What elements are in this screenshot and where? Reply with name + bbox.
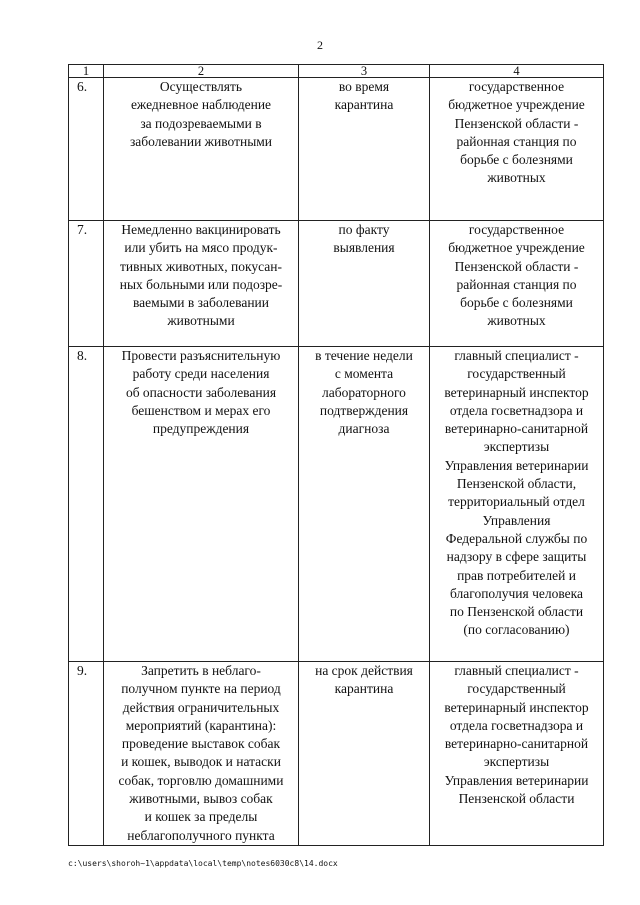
responsible-line: по Пензенской области (449, 604, 584, 620)
responsible-line: (по согласованию) (463, 622, 570, 638)
term-line: на срок действия (315, 663, 413, 678)
action-line: Немедленно вакцинировать (121, 222, 281, 237)
row-number: 7. (69, 221, 104, 347)
table-row (69, 347, 604, 662)
action-line: заболевании животными (129, 133, 273, 149)
responsible-line: отдела госветнадзора и (449, 717, 584, 733)
term-line: лабораторного (322, 384, 406, 400)
action-line: животными (167, 313, 235, 329)
responsible-line: Пензенской области - (454, 258, 579, 274)
file-path-footer: c:\users\shoroh~1\appdata\local\temp\notes6030c8\14.docx (68, 859, 338, 868)
term-line: диагноза (338, 421, 390, 437)
table-row (69, 221, 604, 347)
responsible-line: экспертизы (483, 754, 550, 770)
action-line: собак, торговлю домашними (118, 772, 284, 788)
responsible-line: борьбе с болезнями (460, 295, 573, 311)
responsible-line: районная станция по (456, 276, 577, 292)
responsible-line: ветеринарно-санитарной (444, 736, 589, 752)
action-line: об опасности заболевания (125, 384, 277, 400)
responsible-line: Пензенской области - (454, 115, 579, 131)
action-cell (104, 78, 299, 221)
header-cell: 3 (299, 65, 430, 78)
responsible-line: Управления (482, 512, 551, 528)
responsible-cell (430, 221, 604, 347)
responsible-line: государственный (467, 681, 566, 697)
responsible-cell (430, 78, 604, 221)
action-line: тивных животных, покусан- (120, 258, 282, 274)
action-line: мероприятий (карантина): (125, 717, 277, 733)
term-cell (299, 347, 430, 662)
responsible-line: бюджетное учреждение (448, 240, 585, 256)
responsible-line: ветеринарный инспектор (444, 384, 589, 400)
action-line: ных больными или подозре- (119, 276, 283, 292)
term-cell (299, 78, 430, 221)
action-line: получном пункте на период (121, 681, 281, 697)
responsible-cell (430, 662, 604, 846)
responsible-line: Пензенской области (458, 791, 575, 807)
table-row (69, 662, 604, 846)
responsible-line: Пензенской области, (456, 476, 577, 492)
action-line: проведение выставок собак (121, 736, 281, 752)
action-line: ежедневное наблюдение (130, 97, 272, 113)
action-line: Провести разъяснительную (121, 348, 281, 363)
header-cell: 4 (430, 65, 604, 78)
responsible-line: государственное (468, 222, 565, 237)
term-line: в течение недели (315, 348, 413, 363)
action-line: Запретить в неблаго- (141, 663, 261, 678)
action-line: ваемыми в заболевании (132, 295, 270, 311)
responsible-line: отдела госветнадзора и (449, 402, 584, 418)
action-line: и кошек, выводок и натаски (121, 754, 281, 770)
term-cell (299, 221, 430, 347)
table-header-row (69, 65, 604, 78)
responsible-line: животных (487, 170, 546, 186)
responsible-line: надзору в сфере защиты (446, 549, 587, 565)
measures-table (68, 64, 604, 846)
responsible-cell (430, 347, 604, 662)
table-row (69, 78, 604, 221)
responsible-line: экспертизы (483, 439, 550, 455)
action-line: Осуществлять (159, 79, 243, 94)
action-line: действия ограничительных (122, 699, 280, 715)
term-line: подтверждения (319, 402, 409, 418)
action-line: и кошек за пределы (144, 809, 258, 825)
action-line: животными, вывоз собак (129, 791, 273, 807)
action-line: работу среди населения (132, 366, 270, 382)
term-cell (299, 662, 430, 846)
action-cell (104, 662, 299, 846)
row-number: 6. (69, 78, 104, 221)
action-line: за подозреваемыми в (140, 115, 262, 131)
action-cell (104, 347, 299, 662)
responsible-line: Управления ветеринарии (444, 772, 589, 788)
responsible-line: бюджетное учреждение (448, 97, 585, 113)
header-cell: 1 (69, 65, 104, 78)
responsible-line: государственный (467, 366, 566, 382)
action-line: неблагополучного пункта (127, 827, 275, 843)
responsible-line: государственное (468, 79, 565, 94)
responsible-line: благополучия человека (450, 585, 583, 601)
term-line: карантина (334, 681, 394, 697)
action-line: или убить на мясо продук- (124, 240, 278, 256)
responsible-line: ветеринарно-санитарной (444, 421, 589, 437)
responsible-line: ветеринарный инспектор (444, 699, 589, 715)
page-number: 2 (317, 38, 323, 52)
action-cell (104, 221, 299, 347)
responsible-line: Федеральной службы по (445, 530, 588, 546)
row-number: 8. (69, 347, 104, 662)
term-line: во время (338, 79, 390, 94)
term-line: карантина (334, 97, 394, 113)
responsible-line: территориальный отдел (448, 494, 585, 510)
responsible-line: главный специалист - (454, 663, 579, 678)
responsible-line: прав потребителей и (457, 567, 576, 583)
responsible-line: борьбе с болезнями (460, 152, 573, 168)
responsible-line: районная станция по (456, 133, 577, 149)
responsible-line: Управления ветеринарии (444, 457, 589, 473)
responsible-line: главный специалист - (454, 348, 579, 363)
term-line: по факту (338, 222, 390, 237)
responsible-line: животных (487, 313, 546, 329)
header-cell: 2 (104, 65, 299, 78)
term-line: с момента (334, 366, 394, 382)
row-number: 9. (69, 662, 104, 846)
term-line: выявления (333, 240, 395, 256)
action-line: бешенством и мерах его (131, 402, 271, 418)
action-line: предупреждения (152, 421, 250, 437)
